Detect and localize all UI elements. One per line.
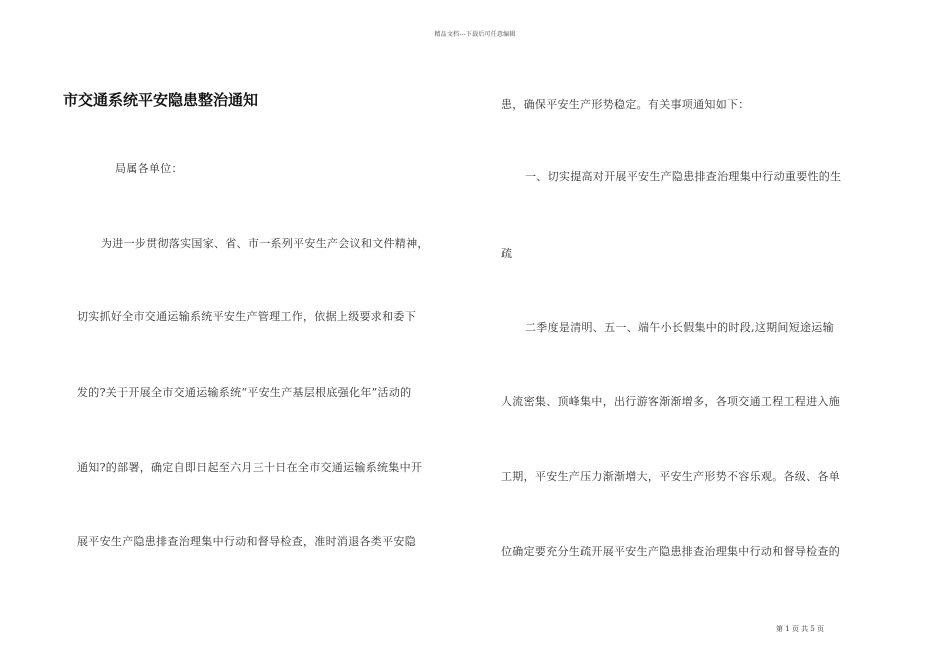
left-paragraph-line: 发的?关于开展全市交通运输系统“平安生产基层根底强化年”活动的: [77, 386, 412, 399]
right-paragraph-line: 二季度是清明、五一、端午小长假集中的时段,这期间短途运输: [525, 321, 834, 334]
left-paragraph-line: 切实抓好全市交通运输系统平安生产管理工作，依据上级要求和委下: [77, 310, 416, 323]
left-paragraph-line: 为进一步贯彻落实国家、省、市一系列平安生产会议和文件精神，: [101, 237, 429, 250]
right-paragraph-line: 患，确保平安生产形势稳定。有关事项通知如下：: [501, 98, 750, 111]
right-paragraph-line: 工期，平安生产压力渐渐增大，平安生产形势不容乐观。各级、各单: [501, 470, 840, 483]
right-paragraph-line: 一、切实提高对开展平安生产隐患排查治理集中行动重要性的生: [525, 170, 842, 183]
right-paragraph-line: 疏: [501, 247, 513, 260]
document-title: 市交通系统平安隐患整治通知: [63, 91, 259, 109]
left-paragraph-line: 局属各单位：: [115, 162, 183, 175]
header-note: 精品文档---下载后可任意编辑: [434, 31, 516, 38]
left-paragraph-line: 通知?的部署，确定自即日起至六月三十日在全市交通运输系统集中开: [77, 461, 423, 474]
page-number: 第 1 页 共 5 页: [776, 625, 825, 633]
left-paragraph-line: 展平安生产隐患排查治理集中行动和督导检查，准时消退各类平安隐: [77, 535, 416, 548]
right-paragraph-line: 人流密集、顶峰集中，出行游客渐渐增多，各项交通工程工程进入施: [501, 395, 840, 408]
right-paragraph-line: 位确定要充分生疏开展平安生产隐患排查治理集中行动和督导检查的: [501, 545, 840, 558]
